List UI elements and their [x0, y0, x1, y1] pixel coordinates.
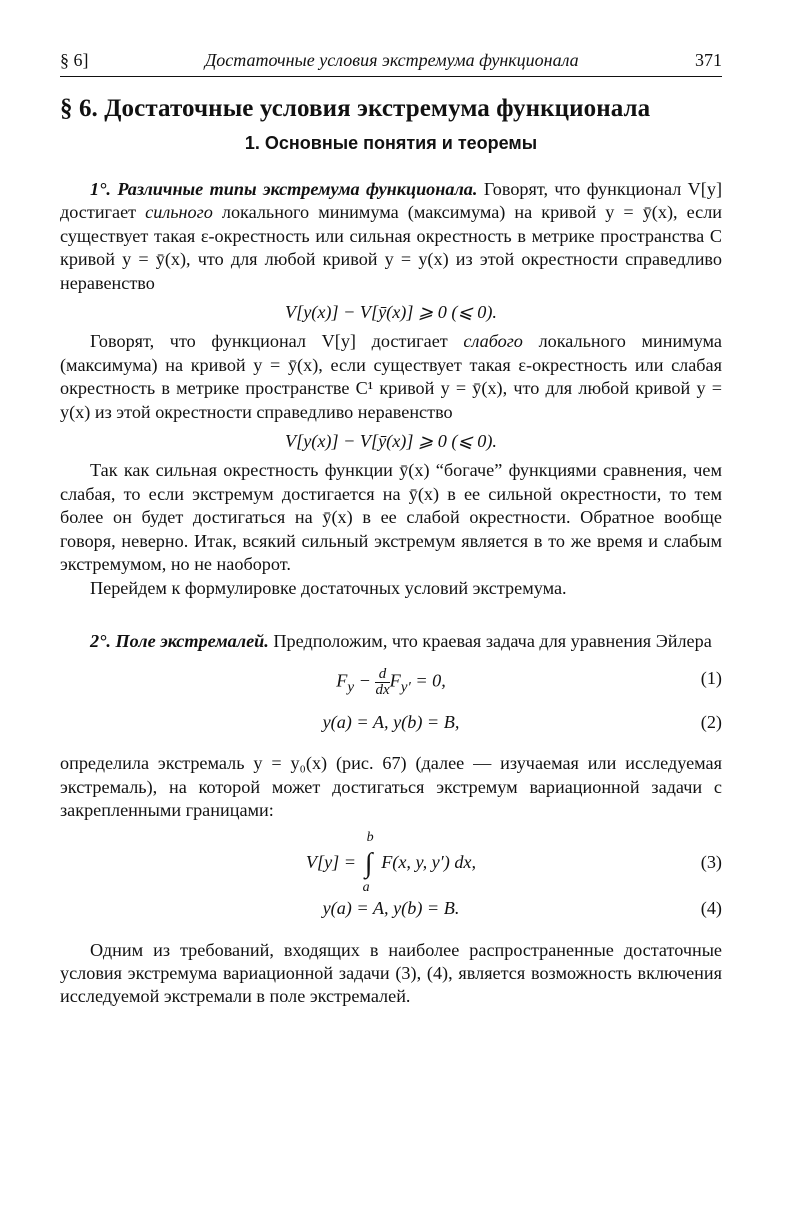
inequality-strong: V[y(x)] − V[ȳ(x)] ⩾ 0 (⩽ 0).	[285, 302, 497, 323]
item1-para1-b: локального минимума (максимума) на кривой y = ȳ(x), если существует такая ε-окрестность или сильная окрестность в метрике пространства C кривой y = ȳ(x), что для любой кривой y = y(x) из этой окрестности справедливо неравенство	[60, 202, 722, 293]
item2-paragraph-1	[60, 630, 722, 653]
running-head	[60, 50, 722, 77]
page-number: 371	[694, 50, 722, 70]
eq1-number: (1)	[700, 668, 722, 689]
item1-paragraph-3: Так как сильная окрестность функции ȳ(x) “богаче” функциями сравнения, чем слабая, то если экстремум достигается на ȳ(x) в ее сильной окрестности, то тем более он будет достигаться на ȳ(x) в ее слабой окрестности. Обратное вообще говоря, неверно. Итак, всякий сильный экстремум является в то же время и слабым экстремумом, но не наоборот.	[60, 460, 722, 575]
equation-2	[60, 711, 722, 734]
item1-paragraph-4: Перейдем к формулировке достаточных условий экстремума.	[90, 577, 567, 598]
eq3-lower-limit: a	[362, 879, 370, 895]
eq3-integrand: F(x, y, y′) dx,	[376, 851, 477, 872]
eq1-F: F	[336, 670, 348, 691]
eq1-tail: = 0,	[410, 670, 446, 691]
eq1-sub2: y′	[400, 678, 411, 696]
equation-3	[60, 829, 722, 895]
page	[60, 50, 722, 1009]
item2-paragraph-3: Одним из требований, входящих в наиболее распространенные достаточные условия экстремума вариационной задачи (3), (4), является возможность включения исследуемой экстремали в поле экстремалей.	[60, 939, 722, 1007]
eq1-frac-bot: dx	[375, 682, 390, 699]
item1-paragraph-2	[60, 330, 722, 424]
item2-paragraph-2: определила экстремаль y = y₀(x) (рис. 67) (далее — изучаемая или исследуемая экстремаль), на которой может достигаться экстремум вариационной задачи с закрепленными границами:	[60, 753, 722, 821]
eq4-number: (4)	[700, 898, 722, 919]
item1-paragraph-1	[60, 178, 722, 295]
header-section: § 6]	[60, 50, 89, 70]
eq1-fraction	[375, 667, 389, 698]
item1-para1-a: Говорят, что функционал V[y] достигает	[60, 179, 723, 223]
eq3-upper-limit: b	[366, 829, 374, 845]
item1-para2-em: слабого	[463, 331, 523, 352]
equation-1	[60, 667, 722, 699]
section-title: § 6. Достаточные условия экстремума функционала	[60, 95, 651, 122]
inequality-weak: V[y(x)] − V[ȳ(x)] ⩾ 0 (⩽ 0).	[285, 431, 497, 452]
eq1-minus: −	[354, 670, 376, 691]
equation-4	[60, 897, 722, 920]
item1-para2-a: Говорят, что функционал V[y] достигает	[90, 331, 448, 352]
integral-sign: ∫ b a	[361, 852, 377, 875]
eq3-number: (3)	[700, 851, 722, 872]
eq1-F2: F	[389, 670, 401, 691]
subsection-title: 1. Основные понятия и теоремы	[244, 133, 538, 153]
eq1-frac-top: d	[375, 667, 389, 683]
eq2-body: y(a) = A, y(b) = B,	[322, 712, 460, 733]
item1-para2-b: локального минимума (максимума) на кривой y = ȳ(x), если существует такая ε-окрестность или слабая окрестность в метрике пространстве C¹ кривой y = ȳ(x), что для любой кривой y = y(x) из этой окрестности справедливо неравенство	[60, 331, 722, 422]
item1-label: 1°.	[90, 179, 111, 199]
eq3-left: V[y] =	[305, 851, 361, 872]
item2-para1: Предположим, что краевая задача для уравнения Эйлера	[273, 630, 712, 651]
item1-heading: Различные типы экстремума функционала.	[117, 179, 478, 199]
item2-label: 2°.	[90, 630, 111, 651]
eq1-sub: y	[347, 678, 355, 696]
eq2-number: (2)	[700, 712, 722, 733]
header-title: Достаточные условия экстремума функционала	[204, 50, 579, 70]
item1-para1-em: сильного	[145, 202, 213, 223]
eq4-body: y(a) = A, y(b) = B.	[322, 898, 460, 919]
item2-heading: Поле экстремалей.	[115, 630, 269, 651]
